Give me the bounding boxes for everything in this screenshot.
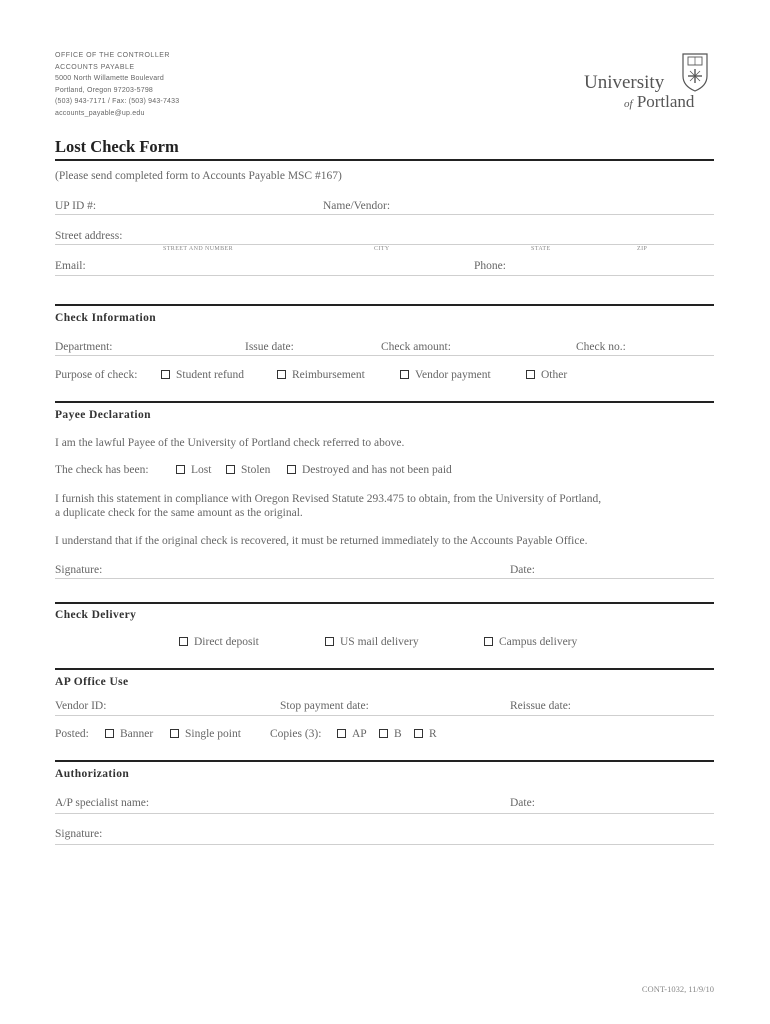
form-instruction: (Please send completed form to Accounts Payable MSC #167): [55, 170, 342, 182]
check-no-label: Check no.:: [576, 341, 626, 353]
payee-signature-label: Signature:: [55, 564, 103, 576]
copies-r[interactable]: R: [414, 728, 437, 740]
payee-statement-2-line-2: a duplicate check for the same amount as the original.: [55, 507, 303, 519]
check-info-rule: [55, 304, 714, 306]
checkbox-icon[interactable]: [105, 729, 114, 738]
university-crest-icon: [680, 50, 710, 92]
payee-statement-1: I am the lawful Payee of the University of Portland check referred to above.: [55, 437, 405, 449]
checkbox-icon[interactable]: [287, 465, 296, 474]
street-number-caption: STREET AND NUMBER: [163, 246, 234, 252]
check-info-field[interactable]: [55, 355, 714, 356]
email-label: Email:: [55, 260, 86, 272]
street-address-label: Street address:: [55, 230, 123, 242]
purpose-label: Purpose of check:: [55, 369, 138, 381]
department-name: ACCOUNTS PAYABLE: [55, 63, 135, 71]
authorization-rule: [55, 760, 714, 762]
checkbox-icon[interactable]: [179, 637, 188, 646]
address-line-1: 5000 North Willamette Boulevard: [55, 75, 164, 82]
check-amount-label: Check amount:: [381, 341, 451, 353]
payee-rule: [55, 401, 714, 403]
office-address-block: [55, 50, 179, 119]
delivery-direct-deposit[interactable]: Direct deposit: [179, 636, 259, 648]
checkbox-icon[interactable]: [176, 465, 185, 474]
delivery-heading: Check Delivery: [55, 609, 137, 621]
delivery-rule: [55, 602, 714, 604]
title-rule: [55, 159, 714, 161]
zip-caption: ZIP: [637, 246, 648, 252]
status-lost[interactable]: Lost: [176, 464, 211, 476]
name-vendor-label: Name/Vendor:: [323, 200, 391, 212]
payee-statement-2: [55, 492, 714, 520]
department-label: Department:: [55, 341, 113, 353]
copies-label: Copies (3):: [270, 728, 322, 740]
street-address-field[interactable]: [55, 244, 714, 245]
check-info-heading: Check Information: [55, 312, 157, 324]
posted-single-point[interactable]: Single point: [170, 728, 241, 740]
office-name: OFFICE OF THE CONTROLLER: [55, 52, 170, 59]
state-caption: STATE: [531, 246, 551, 252]
purpose-other[interactable]: Other: [526, 369, 567, 381]
specialist-field[interactable]: [55, 813, 714, 814]
purpose-reimbursement[interactable]: Reimbursement: [277, 369, 365, 381]
up-id-field[interactable]: [55, 214, 714, 215]
office-email: accounts_payable@up.edu: [55, 109, 145, 117]
city-caption: CITY: [374, 246, 390, 252]
checkbox-icon[interactable]: [170, 729, 179, 738]
purpose-student-refund[interactable]: Student refund: [161, 369, 244, 381]
checkbox-icon[interactable]: [414, 729, 423, 738]
delivery-campus[interactable]: Campus delivery: [484, 636, 577, 648]
payee-signature-field[interactable]: [55, 578, 714, 579]
university-logo: [584, 50, 714, 110]
issue-date-label: Issue date:: [245, 341, 294, 353]
checkbox-icon[interactable]: [325, 637, 334, 646]
status-destroyed[interactable]: Destroyed and has not been paid: [287, 464, 452, 476]
checkbox-icon[interactable]: [226, 465, 235, 474]
authorization-date-label: Date:: [510, 797, 535, 809]
ap-office-field[interactable]: [55, 715, 714, 716]
email-phone-field[interactable]: [55, 275, 714, 276]
specialist-label: A/P specialist name:: [55, 797, 150, 809]
payee-heading: Payee Declaration: [55, 409, 151, 421]
authorization-signature-field[interactable]: [55, 844, 714, 845]
logo-portland: of Portland: [624, 92, 695, 111]
posted-banner[interactable]: Banner: [105, 728, 153, 740]
checkbox-icon[interactable]: [526, 370, 535, 379]
copies-b[interactable]: B: [379, 728, 402, 740]
stop-payment-label: Stop payment date:: [280, 700, 369, 712]
form-title: Lost Check Form: [55, 137, 179, 156]
authorization-heading: Authorization: [55, 768, 130, 780]
authorization-signature-label: Signature:: [55, 828, 103, 840]
checkbox-icon[interactable]: [337, 729, 346, 738]
payee-statement-2-line-1: I furnish this statement in compliance with Oregon Revised Statute 293.475 to obtain, from the University of Portland,: [55, 493, 602, 505]
check-been-label: The check has been:: [55, 464, 149, 476]
ap-office-heading: AP Office Use: [55, 676, 129, 688]
phone-label: Phone:: [474, 260, 506, 272]
ap-office-rule: [55, 668, 714, 670]
checkbox-icon[interactable]: [484, 637, 493, 646]
up-id-label: UP ID #:: [55, 200, 97, 212]
vendor-id-label: Vendor ID:: [55, 700, 107, 712]
form-code: CONT-1032, 11/9/10: [641, 984, 714, 994]
checkbox-icon[interactable]: [161, 370, 170, 379]
delivery-us-mail[interactable]: US mail delivery: [325, 636, 419, 648]
reissue-date-label: Reissue date:: [510, 700, 571, 712]
copies-ap[interactable]: AP: [337, 728, 367, 740]
logo-university: University: [584, 72, 665, 93]
checkbox-icon[interactable]: [379, 729, 388, 738]
posted-label: Posted:: [55, 728, 89, 740]
address-line-2: Portland, Oregon 97203-5798: [55, 86, 154, 94]
payee-date-label: Date:: [510, 564, 535, 576]
purpose-vendor-payment[interactable]: Vendor payment: [400, 369, 491, 381]
checkbox-icon[interactable]: [277, 370, 286, 379]
phone-fax: (503) 943-7171 / Fax: (503) 943-7433: [55, 98, 180, 105]
checkbox-icon[interactable]: [400, 370, 409, 379]
status-stolen[interactable]: Stolen: [226, 464, 270, 476]
payee-statement-3: I understand that if the original check is recovered, it must be returned immediately to the Accounts Payable Office.: [55, 535, 588, 547]
